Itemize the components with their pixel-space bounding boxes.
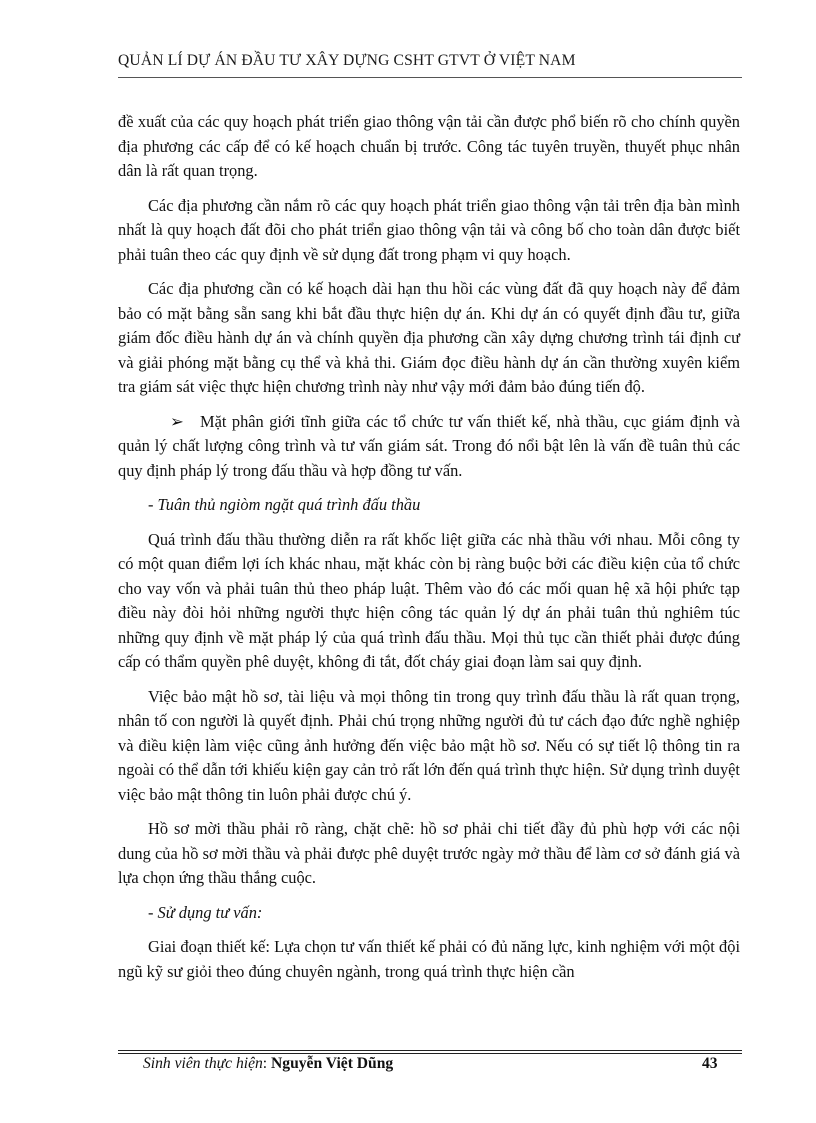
paragraph-5: Quá trình đấu thầu thường diễn ra rất khốc liệt giữa các nhà thầu với nhau. Mỗi công ty có một quan điểm lợi ích khác nhau, mặt khác còn bị ràng buộc bởi các điều kiện của tổ chức cho vay vốn và phải tuân thủ theo pháp luật. Thêm vào đó các mối quan hệ xã hội phức tạp điều này đòi hỏi những người thực hiện công tác quản lý dự án phải tuân thủ nghiêm túc những quy định về mặt pháp lý của quá trình đấu thầu. Mọi thủ tục cần thiết phải được đúng cấp có thẩm quyền phê duyệt, không đi tắt, đốt cháy giai đoạn làm sai quy định. — [118, 529, 740, 671]
paragraph-8: Giai đoạn thiết kế: Lựa chọn tư vấn thiết kế phải có đủ năng lực, kinh nghiệm với một đội ngũ kỹ sư giỏi theo đúng chuyên ngành, trong quá trình thực hiện cần — [118, 937, 740, 981]
paragraph-3: Các địa phương cần có kế hoạch dài hạn thu hồi các vùng đất đã quy hoạch này để đảm bảo có mặt bằng sẵn sang khi bắt đầu thực hiện dự án. Khi dự án có quyết định đầu tư, giữa giám đốc điều hành dự án và chính quyền địa phương cần xây dựng chương trình tái định cư và giải phóng mặt bằng cụ thể và khả thi. Giám đọc điều hành dự án cần thường xuyên kiểm tra giám sát việc thực hiện chương trình này như vậy mới đảm bảo đúng tiến độ. — [118, 279, 740, 396]
footer-divider-top — [118, 1050, 742, 1051]
paragraph-2: Các địa phương cần nắm rõ các quy hoạch phát triển giao thông vận tải trên địa bàn mình nhất là quy hoạch đất đõi cho phát triển giao thông vận tải và công bố cho toàn dân được biết phải tuân theo các quy định về sử dụng đất trong phạm vi quy hoạch. — [118, 195, 740, 264]
paragraph-1: đề xuất của các quy hoạch phát triển giao thông vận tải cần được phổ biến rõ cho chính quyền địa phương các cấp để có kế hoạch chuẩn bị trước. Công tác tuyên truyền, thuyết phục nhân dân là rất quan trọng. — [118, 112, 740, 180]
footer-author-name: Nguyễn Việt Dũng — [271, 1055, 394, 1072]
footer-separator: : — [262, 1055, 272, 1072]
paragraph-7: Hồ sơ mời thầu phải rõ ràng, chặt chẽ: hồ sơ phải chi tiết đầy đủ phù hợp với các nội dung của hồ sơ mời thầu và phải được phê duyệt trước ngày mở thầu để làm cơ sở đánh giá và lựa chọn ứng thầu thắng cuộc. — [118, 819, 740, 887]
arrow-bullet-icon: ➢ — [170, 411, 184, 431]
body-text — [118, 110, 740, 994]
paragraph-6: Việc bảo mật hồ sơ, tài liệu và mọi thông tin trong quy trình đấu thầu là rất quan trọng, nhân tố con người là quyết định. Phải chú trọng những người đủ tư cách đạo đức nghề nghiệp và điều kiện làm việc cũng ảnh hưởng đến việc bảo mật hồ sơ. Nếu có sự tiết lộ thông tin ra ngoài có thể dẫn tới khiếu kiện gay cản trỏ rất lớn đến quá trình thực hiện. Sử dụng trình duyệt việc bảo mật thông tin luôn phải được chú ý. — [118, 686, 740, 804]
page-header-title: QUẢN LÍ DỰ ÁN ĐẦU TƯ XÂY DỰNG CSHT GTVT Ở VIỆT NAM — [118, 52, 576, 69]
header-divider — [118, 77, 742, 78]
footer-author — [143, 1055, 393, 1073]
footer-author-label: Sinh viên thực hiện — [143, 1055, 263, 1072]
subheading-bidding: - Tuân thủ ngiòm ngặt quá trình đấu thầu — [148, 495, 421, 514]
footer-divider-bottom — [118, 1053, 742, 1054]
page-number: 43 — [702, 1055, 718, 1072]
bullet-paragraph — [118, 410, 740, 484]
subheading-consulting: - Sử dụng tư vấn: — [148, 902, 263, 922]
bullet-paragraph-text: Mặt phân giới tĩnh giữa các tổ chức tư vấn thiết kế, nhà thầu, cục giám định và quản lý chất lượng công trình và tư vấn giám sát. Trong đó nổi bật lên là vấn đề tuân thủ các quy định pháp lý trong đấu thầu và hợp đồng tư vấn. — [118, 411, 740, 480]
